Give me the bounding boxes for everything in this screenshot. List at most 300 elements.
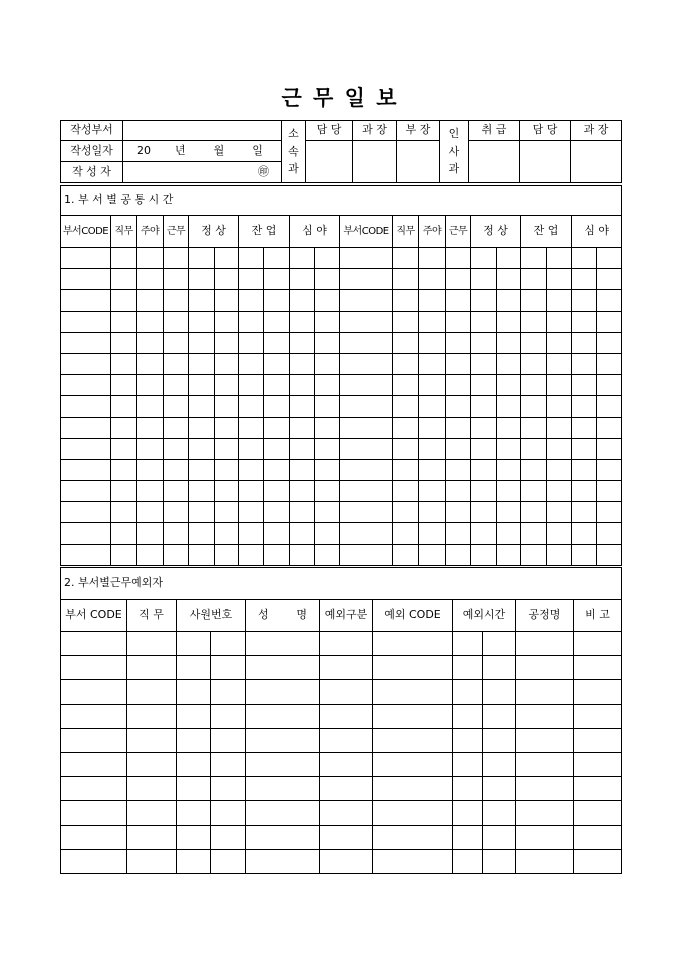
section1-cell[interactable] bbox=[61, 502, 111, 523]
section2-cell[interactable] bbox=[211, 777, 246, 801]
section1-cell[interactable] bbox=[393, 248, 419, 269]
section1-cell[interactable] bbox=[164, 332, 189, 353]
section1-cell[interactable] bbox=[393, 290, 419, 311]
section1-cell[interactable] bbox=[164, 375, 189, 396]
section1-cell[interactable] bbox=[471, 459, 497, 480]
section2-cell[interactable] bbox=[211, 632, 246, 656]
section2-cell[interactable] bbox=[483, 656, 516, 680]
section1-cell[interactable] bbox=[290, 417, 315, 438]
section1-cell[interactable] bbox=[597, 269, 622, 290]
section1-cell[interactable] bbox=[111, 523, 137, 544]
section2-cell[interactable] bbox=[61, 849, 127, 873]
section1-cell[interactable] bbox=[189, 417, 215, 438]
section1-cell[interactable] bbox=[239, 353, 264, 374]
section1-cell[interactable] bbox=[521, 332, 547, 353]
section1-cell[interactable] bbox=[290, 311, 315, 332]
section1-cell[interactable] bbox=[419, 353, 446, 374]
section1-cell[interactable] bbox=[446, 311, 471, 332]
section2-cell[interactable] bbox=[483, 632, 516, 656]
section1-cell[interactable] bbox=[572, 481, 597, 502]
section1-cell[interactable] bbox=[572, 290, 597, 311]
section1-cell[interactable] bbox=[239, 290, 264, 311]
section1-cell[interactable] bbox=[393, 523, 419, 544]
section1-cell[interactable] bbox=[290, 353, 315, 374]
section1-cell[interactable] bbox=[521, 438, 547, 459]
section1-cell[interactable] bbox=[572, 459, 597, 480]
section1-cell[interactable] bbox=[189, 544, 215, 565]
section1-cell[interactable] bbox=[264, 269, 290, 290]
section1-cell[interactable] bbox=[521, 481, 547, 502]
section1-cell[interactable] bbox=[419, 438, 446, 459]
section1-cell[interactable] bbox=[419, 417, 446, 438]
section1-cell[interactable] bbox=[189, 248, 215, 269]
section1-cell[interactable] bbox=[521, 248, 547, 269]
section1-cell[interactable] bbox=[111, 417, 137, 438]
section2-cell[interactable] bbox=[284, 801, 320, 825]
section2-cell[interactable] bbox=[453, 704, 483, 728]
section2-cell[interactable] bbox=[574, 656, 622, 680]
section1-cell[interactable] bbox=[340, 353, 393, 374]
section1-cell[interactable] bbox=[597, 332, 622, 353]
section1-cell[interactable] bbox=[164, 523, 189, 544]
section1-cell[interactable] bbox=[189, 375, 215, 396]
section2-cell[interactable] bbox=[127, 752, 177, 776]
section2-cell[interactable] bbox=[177, 656, 211, 680]
section1-cell[interactable] bbox=[164, 459, 189, 480]
section1-cell[interactable] bbox=[521, 417, 547, 438]
section2-cell[interactable] bbox=[127, 825, 177, 849]
section1-cell[interactable] bbox=[419, 332, 446, 353]
section2-cell[interactable] bbox=[127, 777, 177, 801]
section1-cell[interactable] bbox=[189, 353, 215, 374]
section1-cell[interactable] bbox=[137, 353, 164, 374]
section2-cell[interactable] bbox=[127, 801, 177, 825]
section2-cell[interactable] bbox=[516, 704, 574, 728]
section2-cell[interactable] bbox=[211, 704, 246, 728]
section1-cell[interactable] bbox=[547, 396, 572, 417]
section1-cell[interactable] bbox=[215, 438, 239, 459]
section1-cell[interactable] bbox=[340, 459, 393, 480]
section2-cell[interactable] bbox=[211, 801, 246, 825]
section1-cell[interactable] bbox=[164, 290, 189, 311]
section2-cell[interactable] bbox=[127, 728, 177, 752]
section1-cell[interactable] bbox=[189, 396, 215, 417]
section1-cell[interactable] bbox=[215, 523, 239, 544]
section1-cell[interactable] bbox=[215, 459, 239, 480]
section1-cell[interactable] bbox=[547, 523, 572, 544]
section1-cell[interactable] bbox=[264, 248, 290, 269]
section1-cell[interactable] bbox=[164, 353, 189, 374]
section1-cell[interactable] bbox=[290, 290, 315, 311]
section1-cell[interactable] bbox=[189, 290, 215, 311]
section1-cell[interactable] bbox=[290, 375, 315, 396]
section1-cell[interactable] bbox=[419, 502, 446, 523]
section2-cell[interactable] bbox=[453, 680, 483, 704]
section1-cell[interactable] bbox=[61, 459, 111, 480]
section1-cell[interactable] bbox=[264, 481, 290, 502]
section1-cell[interactable] bbox=[393, 502, 419, 523]
section1-cell[interactable] bbox=[471, 269, 497, 290]
section1-cell[interactable] bbox=[572, 375, 597, 396]
section1-cell[interactable] bbox=[521, 311, 547, 332]
section1-cell[interactable] bbox=[215, 375, 239, 396]
section2-cell[interactable] bbox=[516, 825, 574, 849]
section1-cell[interactable] bbox=[111, 396, 137, 417]
section1-cell[interactable] bbox=[315, 417, 340, 438]
section1-cell[interactable] bbox=[315, 523, 340, 544]
affiliation-sign-director[interactable] bbox=[397, 141, 440, 183]
section1-cell[interactable] bbox=[471, 544, 497, 565]
section1-cell[interactable] bbox=[471, 248, 497, 269]
section1-cell[interactable] bbox=[572, 332, 597, 353]
section2-cell[interactable] bbox=[284, 728, 320, 752]
section2-cell[interactable] bbox=[127, 656, 177, 680]
section2-cell[interactable] bbox=[284, 704, 320, 728]
section2-cell[interactable] bbox=[320, 777, 373, 801]
section2-cell[interactable] bbox=[127, 704, 177, 728]
section1-cell[interactable] bbox=[446, 523, 471, 544]
section2-cell[interactable] bbox=[373, 825, 453, 849]
section1-cell[interactable] bbox=[419, 544, 446, 565]
section1-cell[interactable] bbox=[164, 502, 189, 523]
section1-cell[interactable] bbox=[547, 269, 572, 290]
section2-cell[interactable] bbox=[320, 801, 373, 825]
section2-cell[interactable] bbox=[483, 728, 516, 752]
section1-cell[interactable] bbox=[239, 311, 264, 332]
section1-cell[interactable] bbox=[521, 375, 547, 396]
section2-cell[interactable] bbox=[211, 752, 246, 776]
section1-cell[interactable] bbox=[239, 248, 264, 269]
section1-cell[interactable] bbox=[264, 459, 290, 480]
section2-cell[interactable] bbox=[453, 825, 483, 849]
section1-cell[interactable] bbox=[446, 417, 471, 438]
section1-cell[interactable] bbox=[239, 375, 264, 396]
section1-cell[interactable] bbox=[137, 481, 164, 502]
section1-cell[interactable] bbox=[290, 248, 315, 269]
section2-cell[interactable] bbox=[284, 752, 320, 776]
section1-cell[interactable] bbox=[215, 417, 239, 438]
section2-cell[interactable] bbox=[574, 728, 622, 752]
section1-cell[interactable] bbox=[340, 375, 393, 396]
section2-cell[interactable] bbox=[127, 680, 177, 704]
section2-cell[interactable] bbox=[211, 656, 246, 680]
section1-cell[interactable] bbox=[419, 311, 446, 332]
section1-cell[interactable] bbox=[572, 269, 597, 290]
section1-cell[interactable] bbox=[61, 248, 111, 269]
section1-cell[interactable] bbox=[164, 544, 189, 565]
section1-cell[interactable] bbox=[497, 375, 521, 396]
section1-cell[interactable] bbox=[111, 290, 137, 311]
section2-cell[interactable] bbox=[483, 680, 516, 704]
section1-cell[interactable] bbox=[547, 417, 572, 438]
section1-cell[interactable] bbox=[315, 459, 340, 480]
section1-cell[interactable] bbox=[521, 396, 547, 417]
section2-cell[interactable] bbox=[516, 777, 574, 801]
section2-cell[interactable] bbox=[284, 632, 320, 656]
section1-cell[interactable] bbox=[215, 502, 239, 523]
section1-cell[interactable] bbox=[446, 290, 471, 311]
section2-cell[interactable] bbox=[483, 849, 516, 873]
section1-cell[interactable] bbox=[61, 375, 111, 396]
section1-cell[interactable] bbox=[290, 459, 315, 480]
section1-cell[interactable] bbox=[446, 459, 471, 480]
section1-cell[interactable] bbox=[446, 248, 471, 269]
hr-sign-manager[interactable] bbox=[571, 141, 622, 183]
affiliation-sign-staff[interactable] bbox=[306, 141, 353, 183]
section1-cell[interactable] bbox=[61, 332, 111, 353]
section2-cell[interactable] bbox=[373, 704, 453, 728]
section1-cell[interactable] bbox=[164, 396, 189, 417]
section2-cell[interactable] bbox=[373, 728, 453, 752]
section1-cell[interactable] bbox=[471, 523, 497, 544]
section1-cell[interactable] bbox=[61, 396, 111, 417]
section2-cell[interactable] bbox=[177, 680, 211, 704]
section2-cell[interactable] bbox=[177, 777, 211, 801]
section1-cell[interactable] bbox=[61, 438, 111, 459]
section1-cell[interactable] bbox=[239, 544, 264, 565]
section1-cell[interactable] bbox=[239, 417, 264, 438]
section1-cell[interactable] bbox=[264, 417, 290, 438]
section1-cell[interactable] bbox=[215, 353, 239, 374]
section1-cell[interactable] bbox=[215, 311, 239, 332]
section1-cell[interactable] bbox=[111, 248, 137, 269]
section1-cell[interactable] bbox=[597, 375, 622, 396]
section2-cell[interactable] bbox=[211, 728, 246, 752]
section1-cell[interactable] bbox=[521, 290, 547, 311]
section1-cell[interactable] bbox=[290, 332, 315, 353]
section1-cell[interactable] bbox=[315, 438, 340, 459]
section1-cell[interactable] bbox=[239, 502, 264, 523]
section1-cell[interactable] bbox=[164, 248, 189, 269]
section2-cell[interactable] bbox=[61, 728, 127, 752]
section2-cell[interactable] bbox=[177, 752, 211, 776]
section1-cell[interactable] bbox=[264, 290, 290, 311]
section2-cell[interactable] bbox=[127, 849, 177, 873]
section2-cell[interactable] bbox=[211, 680, 246, 704]
section1-cell[interactable] bbox=[264, 375, 290, 396]
section2-cell[interactable] bbox=[284, 825, 320, 849]
section1-cell[interactable] bbox=[393, 438, 419, 459]
section1-cell[interactable] bbox=[471, 375, 497, 396]
section2-cell[interactable] bbox=[516, 680, 574, 704]
section2-cell[interactable] bbox=[373, 801, 453, 825]
section2-cell[interactable] bbox=[373, 656, 453, 680]
section2-cell[interactable] bbox=[284, 680, 320, 704]
section1-cell[interactable] bbox=[61, 523, 111, 544]
section1-cell[interactable] bbox=[340, 290, 393, 311]
section1-cell[interactable] bbox=[446, 544, 471, 565]
section1-cell[interactable] bbox=[471, 311, 497, 332]
section1-cell[interactable] bbox=[315, 353, 340, 374]
section1-cell[interactable] bbox=[315, 396, 340, 417]
section1-cell[interactable] bbox=[164, 438, 189, 459]
section1-cell[interactable] bbox=[393, 375, 419, 396]
section1-cell[interactable] bbox=[547, 248, 572, 269]
section1-cell[interactable] bbox=[239, 269, 264, 290]
section1-cell[interactable] bbox=[215, 290, 239, 311]
section2-cell[interactable] bbox=[574, 825, 622, 849]
section1-cell[interactable] bbox=[497, 248, 521, 269]
section2-cell[interactable] bbox=[516, 849, 574, 873]
section2-cell[interactable] bbox=[320, 849, 373, 873]
section1-cell[interactable] bbox=[597, 311, 622, 332]
section1-cell[interactable] bbox=[315, 290, 340, 311]
section1-cell[interactable] bbox=[393, 481, 419, 502]
section1-cell[interactable] bbox=[215, 269, 239, 290]
section1-cell[interactable] bbox=[393, 269, 419, 290]
section1-cell[interactable] bbox=[215, 332, 239, 353]
section1-cell[interactable] bbox=[547, 438, 572, 459]
section1-cell[interactable] bbox=[340, 417, 393, 438]
section1-cell[interactable] bbox=[164, 481, 189, 502]
section1-cell[interactable] bbox=[521, 523, 547, 544]
section1-cell[interactable] bbox=[215, 248, 239, 269]
section1-cell[interactable] bbox=[597, 544, 622, 565]
section2-cell[interactable] bbox=[320, 752, 373, 776]
section1-cell[interactable] bbox=[597, 353, 622, 374]
section1-cell[interactable] bbox=[597, 417, 622, 438]
section2-cell[interactable] bbox=[483, 704, 516, 728]
section1-cell[interactable] bbox=[315, 269, 340, 290]
section2-cell[interactable] bbox=[373, 752, 453, 776]
section1-cell[interactable] bbox=[340, 332, 393, 353]
section1-cell[interactable] bbox=[137, 544, 164, 565]
section1-cell[interactable] bbox=[446, 502, 471, 523]
section1-cell[interactable] bbox=[315, 481, 340, 502]
section1-cell[interactable] bbox=[111, 353, 137, 374]
section2-cell[interactable] bbox=[483, 825, 516, 849]
section1-cell[interactable] bbox=[446, 353, 471, 374]
section1-cell[interactable] bbox=[547, 353, 572, 374]
section2-cell[interactable] bbox=[61, 801, 127, 825]
section1-cell[interactable] bbox=[111, 311, 137, 332]
section1-cell[interactable] bbox=[137, 290, 164, 311]
section1-cell[interactable] bbox=[61, 417, 111, 438]
section1-cell[interactable] bbox=[446, 438, 471, 459]
section2-cell[interactable] bbox=[61, 656, 127, 680]
section1-cell[interactable] bbox=[521, 353, 547, 374]
section2-cell[interactable] bbox=[284, 777, 320, 801]
section2-cell[interactable] bbox=[453, 728, 483, 752]
section1-cell[interactable] bbox=[419, 481, 446, 502]
section1-cell[interactable] bbox=[340, 502, 393, 523]
section1-cell[interactable] bbox=[189, 269, 215, 290]
section1-cell[interactable] bbox=[547, 481, 572, 502]
section2-cell[interactable] bbox=[453, 849, 483, 873]
section1-cell[interactable] bbox=[497, 523, 521, 544]
section1-cell[interactable] bbox=[315, 332, 340, 353]
section2-cell[interactable] bbox=[177, 825, 211, 849]
section1-cell[interactable] bbox=[111, 332, 137, 353]
section1-cell[interactable] bbox=[393, 311, 419, 332]
section1-cell[interactable] bbox=[471, 290, 497, 311]
section1-cell[interactable] bbox=[239, 396, 264, 417]
section1-cell[interactable] bbox=[497, 417, 521, 438]
section2-cell[interactable] bbox=[177, 704, 211, 728]
section1-cell[interactable] bbox=[446, 375, 471, 396]
section2-cell[interactable] bbox=[61, 777, 127, 801]
section1-cell[interactable] bbox=[215, 481, 239, 502]
section1-cell[interactable] bbox=[471, 438, 497, 459]
section1-cell[interactable] bbox=[419, 248, 446, 269]
section2-cell[interactable] bbox=[246, 752, 284, 776]
section1-cell[interactable] bbox=[239, 438, 264, 459]
section1-cell[interactable] bbox=[471, 353, 497, 374]
section1-cell[interactable] bbox=[264, 523, 290, 544]
section1-cell[interactable] bbox=[497, 438, 521, 459]
section1-cell[interactable] bbox=[419, 523, 446, 544]
section2-cell[interactable] bbox=[320, 704, 373, 728]
section1-cell[interactable] bbox=[189, 459, 215, 480]
section1-cell[interactable] bbox=[137, 417, 164, 438]
dept-field[interactable] bbox=[123, 121, 282, 141]
section2-cell[interactable] bbox=[211, 849, 246, 873]
section2-cell[interactable] bbox=[453, 752, 483, 776]
section2-cell[interactable] bbox=[516, 656, 574, 680]
section1-cell[interactable] bbox=[189, 502, 215, 523]
section1-cell[interactable] bbox=[239, 459, 264, 480]
section2-cell[interactable] bbox=[61, 680, 127, 704]
section1-cell[interactable] bbox=[547, 375, 572, 396]
section1-cell[interactable] bbox=[189, 438, 215, 459]
section2-cell[interactable] bbox=[61, 704, 127, 728]
section2-cell[interactable] bbox=[246, 680, 284, 704]
section1-cell[interactable] bbox=[290, 523, 315, 544]
section1-cell[interactable] bbox=[597, 481, 622, 502]
section2-cell[interactable] bbox=[177, 801, 211, 825]
section1-cell[interactable] bbox=[572, 248, 597, 269]
section1-cell[interactable] bbox=[471, 396, 497, 417]
section1-cell[interactable] bbox=[471, 481, 497, 502]
section2-cell[interactable] bbox=[246, 801, 284, 825]
section1-cell[interactable] bbox=[572, 353, 597, 374]
section1-cell[interactable] bbox=[111, 269, 137, 290]
section1-cell[interactable] bbox=[315, 544, 340, 565]
section2-cell[interactable] bbox=[246, 777, 284, 801]
section2-cell[interactable] bbox=[453, 777, 483, 801]
section2-cell[interactable] bbox=[284, 656, 320, 680]
section2-cell[interactable] bbox=[320, 680, 373, 704]
section2-cell[interactable] bbox=[61, 632, 127, 656]
section1-cell[interactable] bbox=[497, 269, 521, 290]
section2-cell[interactable] bbox=[483, 777, 516, 801]
section1-cell[interactable] bbox=[597, 396, 622, 417]
section1-cell[interactable] bbox=[61, 481, 111, 502]
section1-cell[interactable] bbox=[264, 353, 290, 374]
section2-cell[interactable] bbox=[284, 849, 320, 873]
section1-cell[interactable] bbox=[290, 438, 315, 459]
section2-cell[interactable] bbox=[373, 849, 453, 873]
section1-cell[interactable] bbox=[419, 375, 446, 396]
section1-cell[interactable] bbox=[164, 269, 189, 290]
section2-cell[interactable] bbox=[483, 801, 516, 825]
section1-cell[interactable] bbox=[521, 269, 547, 290]
section2-cell[interactable] bbox=[483, 752, 516, 776]
section2-cell[interactable] bbox=[574, 680, 622, 704]
section1-cell[interactable] bbox=[572, 523, 597, 544]
section1-cell[interactable] bbox=[111, 459, 137, 480]
section2-cell[interactable] bbox=[61, 825, 127, 849]
section2-cell[interactable] bbox=[574, 801, 622, 825]
section1-cell[interactable] bbox=[111, 481, 137, 502]
section2-cell[interactable] bbox=[373, 777, 453, 801]
section2-cell[interactable] bbox=[320, 728, 373, 752]
section2-cell[interactable] bbox=[246, 825, 284, 849]
section1-cell[interactable] bbox=[137, 248, 164, 269]
section2-cell[interactable] bbox=[574, 777, 622, 801]
hr-sign-handler[interactable] bbox=[469, 141, 520, 183]
section1-cell[interactable] bbox=[137, 269, 164, 290]
